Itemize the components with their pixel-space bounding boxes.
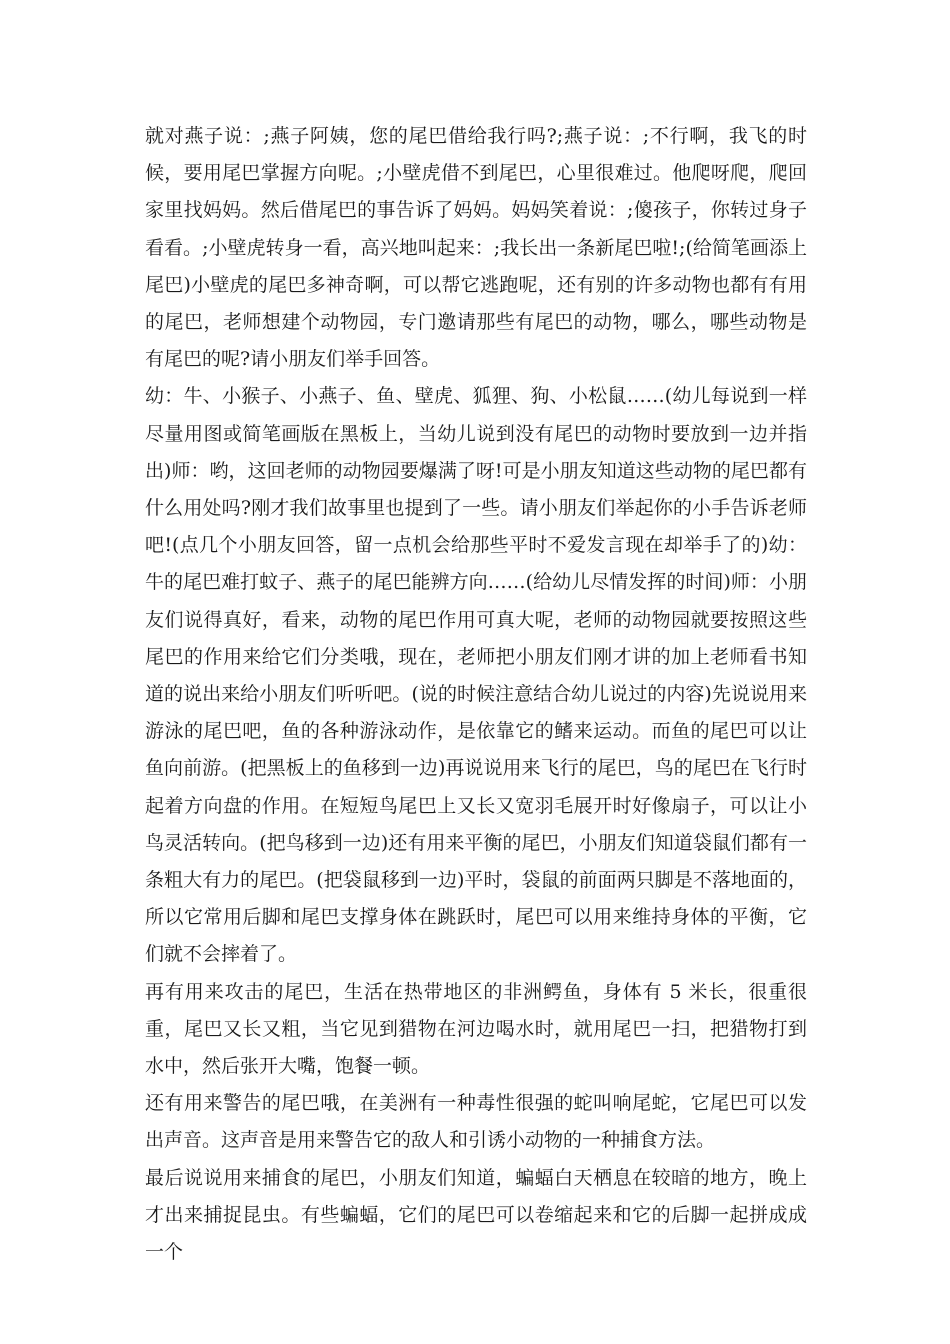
paragraph-3: 再有用来攻击的尾巴，生活在热带地区的非洲鳄鱼，身体有 5 米长，很重很重，尾巴又长又粗，当它见到猎物在河边喝水时，就用尾巴一扫，把猎物打到水中，然后张开大嘴，饱餐一顿。 (145, 980, 807, 1078)
paragraph-2: 幼：牛、小猴子、小燕子、鱼、壁虎、狐狸、狗、小松鼠……(幼儿每说到一样尽量用图或简笔画版在黑板上，当幼儿说到没有尾巴的动物时要放到一边并指出)师：哟，这回老师的动物园要爆满了呀!可是小朋友知道这些动物的尾巴都有什么用处吗?刚才我们故事里也提到了一些。请小朋友们举起你的小手告诉老师吧!(点几个小朋友回答，留一点机会给那些平时不爱发言现在却举手了的)幼：牛的尾巴难打蚊子、燕子的尾巴能辨方向……(给幼儿尽情发挥的时间)师：小朋友们说得真好，看来，动物的尾巴作用可真大呢，老师的动物园就要按照这些尾巴的作用来给它们分类哦，现在，老师把小朋友们刚才讲的加上老师看书知道的说出来给小朋友们听听吧。(说的时候注意结合幼儿说过的内容)先说说用来游泳的尾巴吧，鱼的各种游泳动作，是依靠它的鳍来运动。而鱼的尾巴可以让鱼向前游。(把黑板上的鱼移到一边)再说说用来飞行的尾巴，鸟的尾巴在飞行时起着方向盘的作用。在短短鸟尾巴上又长又宽羽毛展开时好像扇子，可以让小鸟灵活转向。(把鸟移到一边)还有用来平衡的尾巴，小朋友们知道袋鼠们都有一条粗大有力的尾巴。(把袋鼠移到一边)平时，袋鼠的前面两只脚是不落地面的，所以它常用后脚和尾巴支撑身体在跳跃时，尾巴可以用来维持身体的平衡，它们就不会摔着了。 (145, 385, 807, 966)
paragraph-5: 最后说说用来捕食的尾巴，小朋友们知道，蝙蝠白天栖息在较暗的地方，晚上才出来捕捉昆虫。有些蝙蝠，它们的尾巴可以卷缩起来和它的后脚一起拼成成一个 (145, 1166, 807, 1264)
paragraph-4: 还有用来警告的尾巴哦，在美洲有一种毒性很强的蛇叫响尾蛇，它尾巴可以发出声音。这声音是用来警告它的敌人和引诱小动物的一种捕食方法。 (145, 1092, 807, 1152)
document-body (145, 118, 807, 1271)
paragraph-1: 就对燕子说：;燕子阿姨，您的尾巴借给我行吗?;燕子说：;不行啊，我飞的时候，要用尾巴掌握方向呢。;小壁虎借不到尾巴，心里很难过。他爬呀爬，爬回家里找妈妈。然后借尾巴的事告诉了妈妈。妈妈笑着说：;傻孩子，你转过身子看看。;小壁虎转身一看，高兴地叫起来：;我长出一条新尾巴啦!;(给简笔画添上尾巴)小壁虎的尾巴多神奇啊，可以帮它逃跑呢，还有别的许多动物也都有有用的尾巴，老师想建个动物园，专门邀请那些有尾巴的动物，哪么，哪些动物是有尾巴的呢?请小朋友们举手回答。 (145, 125, 807, 371)
